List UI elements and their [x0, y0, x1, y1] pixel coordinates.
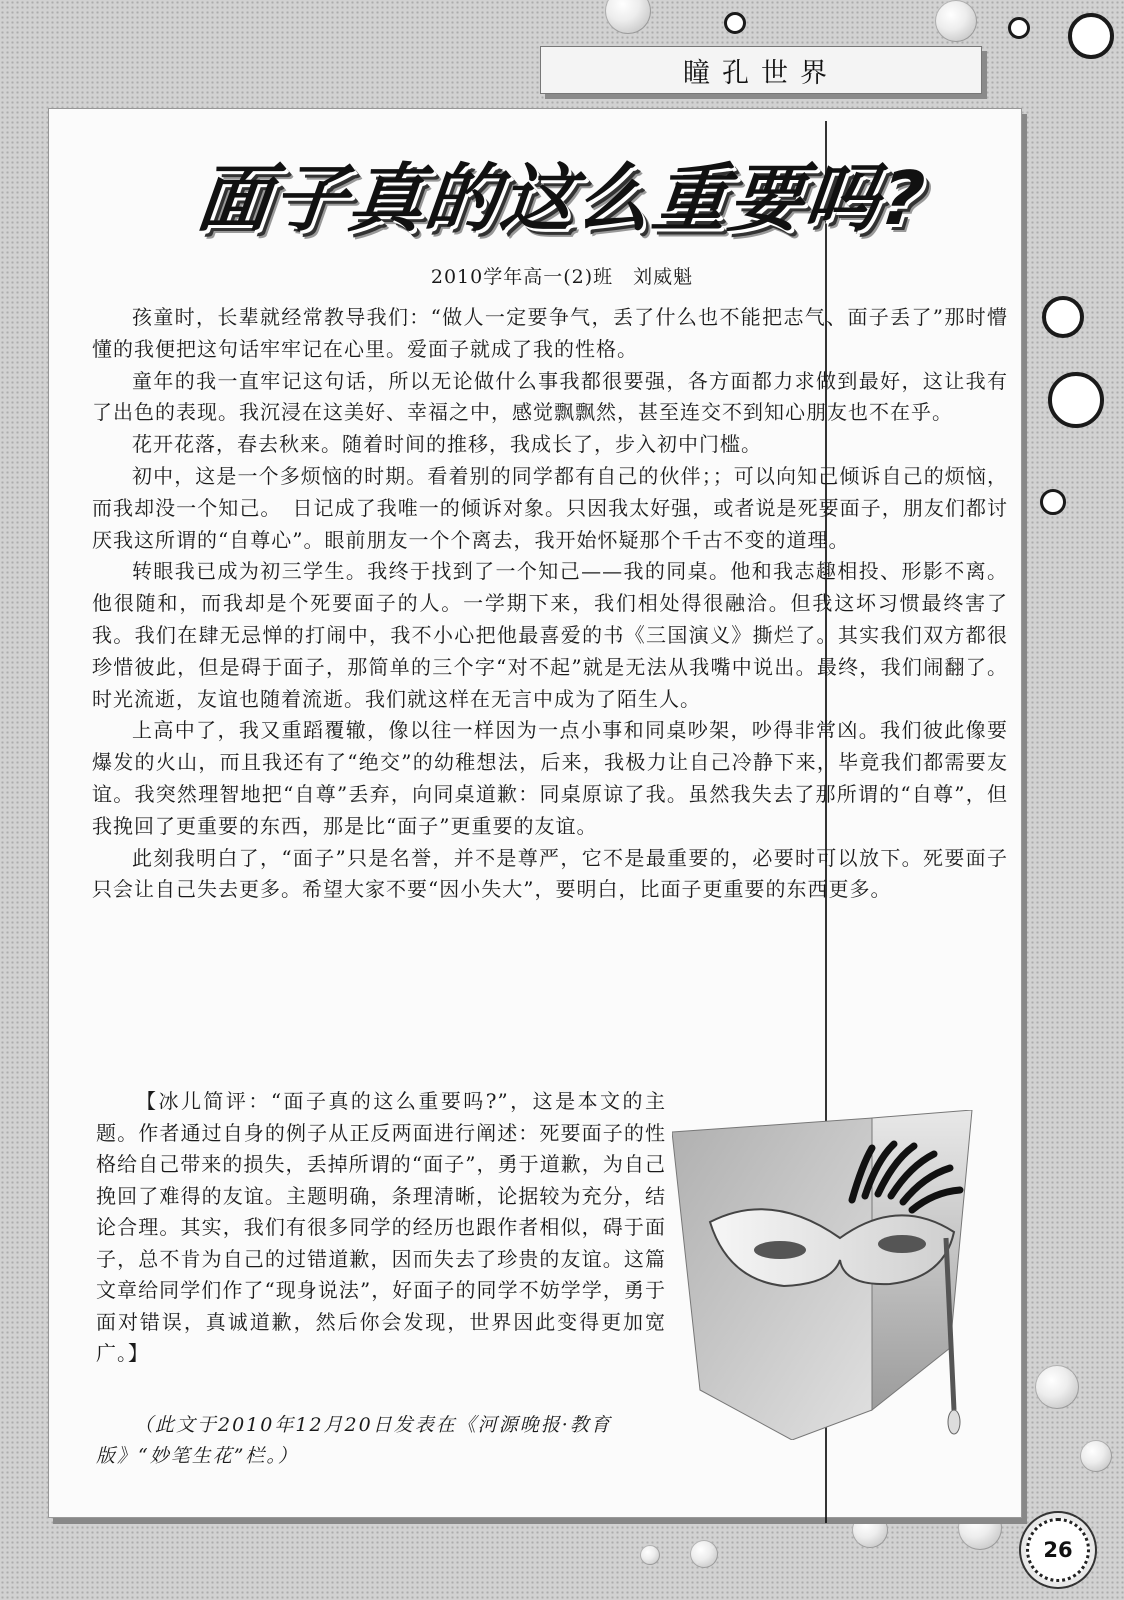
decor-bubble	[1035, 1365, 1079, 1409]
decor-ring	[1048, 372, 1104, 428]
body-paragraph: 转眼我已成为初三学生。我终于找到了一个知己——我的同桌。他和我志趣相投、形影不离。他很随和，而我却是个死要面子的人。一学期下来，我们相处得很融洽。但我这坏习惯最终害了我。我们在肆无忌惮的打闹中，我不小心把他最喜爱的书《三国演义》撕烂了。其实我们双方都很珍惜彼此，但是碍于面子，那简单的三个字“对不起”就是无法从我嘴中说出。最终，我们闹翻了。时光流逝，友谊也随着流逝。我们就这样在无言中成为了陌生人。	[92, 559, 1008, 711]
section-title: 瞳孔世界	[683, 57, 839, 89]
decor-ring	[724, 12, 746, 34]
decor-ring	[1042, 296, 1084, 338]
editor-comment	[96, 1086, 666, 1370]
decor-ring	[1040, 489, 1066, 515]
editor-comment-text: 【冰儿简评：“面子真的这么重要吗?”，这是本文的主题。作者通过自身的例子从正反两面进行阐述：死要面子的性格给自己带来的损失，丢掉所谓的“面子”，勇于道歉，为自己挽回了难得的友谊。主题明确，条理清晰，论据较为充分，结论合理。其实，我们有很多同学的经历也跟作者相似，碍于面子，总不肯为自己的过错道歉，因而失去了珍贵的友谊。这篇文章给同学们作了“现身说法”，好面子的同学不妨学学，勇于面对错误，真诚道歉，然后你会发现，世界因此变得更加宽广。】	[96, 1089, 666, 1365]
decor-bubble	[690, 1540, 718, 1568]
mask-icon	[672, 1110, 1012, 1440]
page-number: 26	[1043, 1538, 1073, 1562]
section-header-tab	[540, 46, 982, 94]
body-paragraph: 此刻我明白了，“面子”只是名誉，并不是尊严，它不是最重要的，必要时可以放下。死要面子只会让自己失去更多。希望大家不要“因小失大”，要明白，比面子更重要的东西更多。	[92, 845, 1008, 902]
decor-bubble	[605, 0, 651, 34]
body-paragraph: 孩童时，长辈就经常教导我们：“做人一定要争气，丢了什么也不能把志气、面子丢了”那时懵懂的我便把这句话牢牢记在心里。爱面子就成了我的性格。	[92, 305, 1008, 361]
body-paragraph: 上高中了，我又重蹈覆辙，像以往一样因为一点小事和同桌吵架，吵得非常凶。我们彼此像要爆发的火山，而且我还有了“绝交”的幼稚想法，后来，我极力让自己冷静下来，毕竟我们都需要友谊。我突然理智地把“自尊”丢弃，向同桌道歉：同桌原谅了我。虽然我失去了那所谓的“自尊”，但我挽回了更重要的东西，那是比“面子”更重要的友谊。	[92, 718, 1008, 838]
body-paragraph: 童年的我一直牢记这句话，所以无论做什么事我都很要强，各方面都力求做到最好，这让我有了出色的表现。我沉浸在这美好、幸福之中，感觉飘飘然，甚至连交不到知心朋友也不在乎。	[92, 368, 1008, 425]
body-paragraph: 花开花落，春去秋来。随着时间的推移，我成长了，步入初中门槛。	[132, 432, 762, 457]
decor-ring	[1008, 17, 1030, 39]
article-title: 面子真的这么重要吗?	[192, 156, 931, 242]
publication-note: （此文于2010年12月20日发表在《河源晚报·教育版》“妙笔生花”栏。）	[96, 1414, 612, 1467]
decor-bubble	[1080, 1440, 1112, 1472]
decor-bubble	[640, 1545, 660, 1565]
article-byline: 2010学年高一(2)班 刘威魁	[430, 266, 694, 288]
decor-bubble	[935, 0, 977, 42]
decor-ring	[1068, 13, 1114, 59]
article-body	[92, 302, 1008, 906]
page-number-badge	[1026, 1518, 1090, 1582]
body-paragraph: 初中，这是一个多烦恼的时期。看着别的同学都有自己的伙伴；；可以向知己倾诉自己的烦恼，而我却没一个知己。 日记成了我唯一的倾诉对象。只因我太好强，或者说是死要面子，朋友们都讨厌我这所谓的“自尊心”。眼前朋友一个个离去，我开始怀疑那个千古不变的道理。	[92, 463, 1008, 552]
